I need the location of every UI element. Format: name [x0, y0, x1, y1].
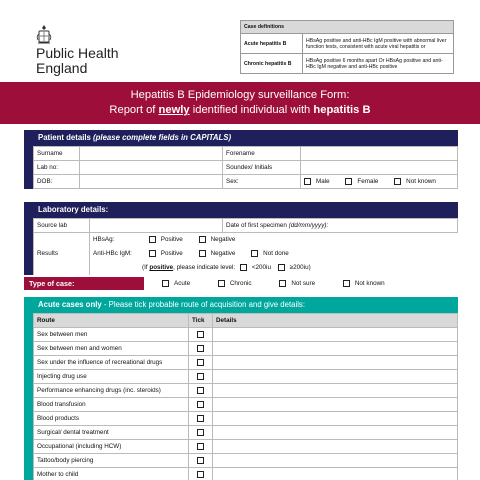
antihbc-negative-checkbox[interactable] — [199, 250, 206, 257]
case-acute-checkbox[interactable] — [162, 280, 169, 287]
level-post: , please indicate level: — [173, 264, 236, 272]
route-details-field[interactable] — [213, 412, 458, 426]
definitions-header: Case definitions — [241, 21, 454, 34]
case-notsure-label: Not sure — [291, 280, 316, 287]
phe-logo — [36, 24, 126, 74]
def-acute-term: Acute hepatitis B — [241, 34, 303, 54]
col-tick-header: Tick — [189, 314, 213, 328]
route-row — [34, 342, 458, 356]
route-tick-checkbox[interactable] — [197, 443, 204, 450]
route-label: Tattoo/body piercing — [34, 454, 189, 468]
route-label: Surgical/ dental treatment — [34, 426, 189, 440]
sex-male-checkbox[interactable] — [304, 178, 311, 185]
route-tick-checkbox[interactable] — [197, 401, 204, 408]
case-chronic-checkbox[interactable] — [218, 280, 225, 287]
route-tick-cell — [189, 468, 213, 480]
route-row — [34, 454, 458, 468]
title-mid: identified individual with — [189, 104, 314, 116]
case-notsure-checkbox[interactable] — [279, 280, 286, 287]
results-label: Results — [34, 233, 90, 275]
hbsag-row — [90, 233, 458, 247]
level-positive: positive — [149, 264, 174, 272]
acute-cases-section — [24, 297, 458, 480]
sex-label: Sex: — [223, 175, 301, 189]
route-tick-checkbox[interactable] — [197, 429, 204, 436]
route-tick-cell — [189, 370, 213, 384]
date-specimen-cell[interactable] — [223, 219, 458, 233]
lab-no-label: Lab no: — [34, 161, 80, 175]
title-pre: Report of — [109, 104, 159, 116]
def-chronic-text: HBsAg positive 6 months apart Or HBsAg positive and anti-HBc IgM negative and anti-HBc positive — [303, 54, 454, 74]
sex-female-checkbox[interactable] — [345, 178, 352, 185]
route-tick-cell — [189, 426, 213, 440]
route-row — [34, 328, 458, 342]
level-under200-checkbox[interactable] — [240, 264, 247, 271]
section-stripe — [24, 130, 33, 189]
route-details-field[interactable] — [213, 454, 458, 468]
route-tick-cell — [189, 328, 213, 342]
level-pre: (If — [142, 264, 150, 272]
form-title-line-1: Hepatitis B Epidemiology surveillance Form: — [130, 89, 350, 101]
hbsag-negative-label: Negative — [210, 236, 236, 244]
patient-title-note: (please complete fields in CAPITALS) — [93, 133, 232, 142]
soundex-label: Soundex/ Initials — [223, 161, 301, 175]
route-details-field[interactable] — [213, 468, 458, 480]
laboratory-details-section — [24, 202, 458, 275]
route-details-field[interactable] — [213, 370, 458, 384]
def-acute-text: HBsAg positive and anti-HBc IgM positive with abnormal liver function tests, consistent with acute viral hepatitis or — [303, 34, 454, 54]
level-over200-checkbox[interactable] — [278, 264, 285, 271]
sex-notknown-label: Not known — [406, 178, 436, 186]
sex-female-label: Female — [357, 178, 379, 186]
level-row — [90, 261, 458, 275]
route-details-field[interactable] — [213, 398, 458, 412]
antihbc-label: Anti-HBc IgM: — [93, 250, 132, 258]
antihbc-positive-label: Positive — [160, 250, 183, 258]
def-chronic-term: Chronic hepatitis B — [241, 54, 303, 74]
route-details-field[interactable] — [213, 384, 458, 398]
sex-options — [301, 175, 458, 189]
patient-details-section — [24, 130, 458, 189]
antihbc-notdone-label: Not done — [263, 250, 289, 258]
route-row — [34, 426, 458, 440]
route-label: Injecting drug use — [34, 370, 189, 384]
patient-details-header — [33, 130, 458, 146]
case-notknown-checkbox[interactable] — [343, 280, 350, 287]
sex-notknown-checkbox[interactable] — [394, 178, 401, 185]
route-label: Blood products — [34, 412, 189, 426]
forename-field[interactable] — [301, 147, 458, 161]
case-chronic-label: Chronic — [229, 280, 252, 287]
logo-line-1: Public Health — [36, 45, 119, 61]
route-label: Performance enhancing drugs (inc. steroids) — [34, 384, 189, 398]
date-format-hint: (dd/mm/yyyy): — [288, 222, 329, 229]
antihbc-negative-label: Negative — [210, 250, 236, 258]
patient-title: Patient details — [38, 133, 91, 142]
route-details-field[interactable] — [213, 356, 458, 370]
type-of-case-options — [162, 277, 399, 290]
route-label: Occupational (including HCW) — [34, 440, 189, 454]
route-row — [34, 398, 458, 412]
route-row — [34, 412, 458, 426]
hbsag-positive-checkbox[interactable] — [149, 236, 156, 243]
route-tick-checkbox[interactable] — [197, 471, 204, 478]
route-tick-checkbox[interactable] — [197, 331, 204, 338]
route-tick-checkbox[interactable] — [197, 387, 204, 394]
level-over200-label: ≥200iu) — [289, 264, 311, 272]
acute-title-rest: - Please tick probable route of acquisition and give details: — [101, 300, 305, 309]
patient-details-table — [33, 146, 458, 189]
soundex-field[interactable] — [301, 161, 458, 175]
route-label: Sex between men — [34, 328, 189, 342]
logo-text — [36, 46, 119, 76]
route-row — [34, 370, 458, 384]
route-label: Mother to child — [34, 468, 189, 480]
type-of-case-label: Type of case: — [24, 277, 144, 290]
title-newly: newly — [158, 104, 190, 116]
route-row — [34, 440, 458, 454]
source-lab-label: Source lab — [34, 219, 90, 233]
route-details-field[interactable] — [213, 426, 458, 440]
route-tick-checkbox[interactable] — [197, 373, 204, 380]
route-label: Blood transfusion — [34, 398, 189, 412]
route-tick-checkbox[interactable] — [197, 415, 204, 422]
case-notknown-label: Not known — [354, 280, 385, 287]
surname-label: Surname — [34, 147, 80, 161]
route-tick-cell — [189, 454, 213, 468]
route-tick-checkbox[interactable] — [197, 457, 204, 464]
route-tick-cell — [189, 440, 213, 454]
route-label: Sex under the influence of recreational drugs — [34, 356, 189, 370]
form-title-line-2 — [0, 103, 480, 118]
route-tick-cell — [189, 398, 213, 412]
route-tick-cell — [189, 384, 213, 398]
lab-no-field[interactable] — [80, 161, 223, 175]
route-tick-cell — [189, 412, 213, 426]
case-definitions-table — [240, 20, 454, 74]
antihbc-notdone-checkbox[interactable] — [251, 250, 258, 257]
sex-male-label: Male — [316, 178, 330, 186]
hbsag-negative-checkbox[interactable] — [199, 236, 206, 243]
route-row — [34, 356, 458, 370]
dob-field[interactable] — [80, 175, 223, 189]
col-route-header: Route — [34, 314, 189, 328]
acute-cases-header — [33, 297, 458, 313]
route-row — [34, 468, 458, 480]
route-details-field[interactable] — [213, 440, 458, 454]
section-stripe — [24, 202, 33, 275]
surname-field[interactable] — [80, 147, 223, 161]
type-of-case-row — [24, 277, 458, 290]
route-tick-checkbox[interactable] — [197, 345, 204, 352]
forename-label: Forename — [223, 147, 301, 161]
date-specimen-label: Date of first specimen — [226, 222, 287, 229]
route-row — [34, 384, 458, 398]
case-acute-label: Acute — [174, 280, 191, 287]
antihbc-positive-checkbox[interactable] — [149, 250, 156, 257]
route-details-field[interactable] — [213, 342, 458, 356]
route-table — [33, 313, 458, 480]
route-label: Sex between men and women — [34, 342, 189, 356]
laboratory-details-header: Laboratory details: — [33, 202, 458, 218]
antihbc-row — [90, 247, 458, 261]
source-lab-field[interactable] — [90, 219, 223, 233]
route-tick-cell — [189, 342, 213, 356]
hbsag-label: HBsAg: — [93, 236, 115, 244]
title-hepb: hepatitis B — [313, 104, 371, 116]
route-tick-cell — [189, 356, 213, 370]
section-stripe — [24, 297, 33, 480]
royal-crest-icon — [36, 24, 52, 46]
laboratory-details-table — [33, 218, 458, 275]
col-details-header: Details — [213, 314, 458, 328]
route-tick-checkbox[interactable] — [197, 359, 204, 366]
acute-title-bold: Acute cases only — [38, 300, 102, 309]
hbsag-positive-label: Positive — [160, 236, 183, 244]
form-title-banner — [0, 82, 480, 124]
logo-line-2: England — [36, 60, 88, 76]
route-details-field[interactable] — [213, 328, 458, 342]
level-under200-label: <200iu — [251, 264, 271, 272]
dob-label: DOB: — [34, 175, 80, 189]
